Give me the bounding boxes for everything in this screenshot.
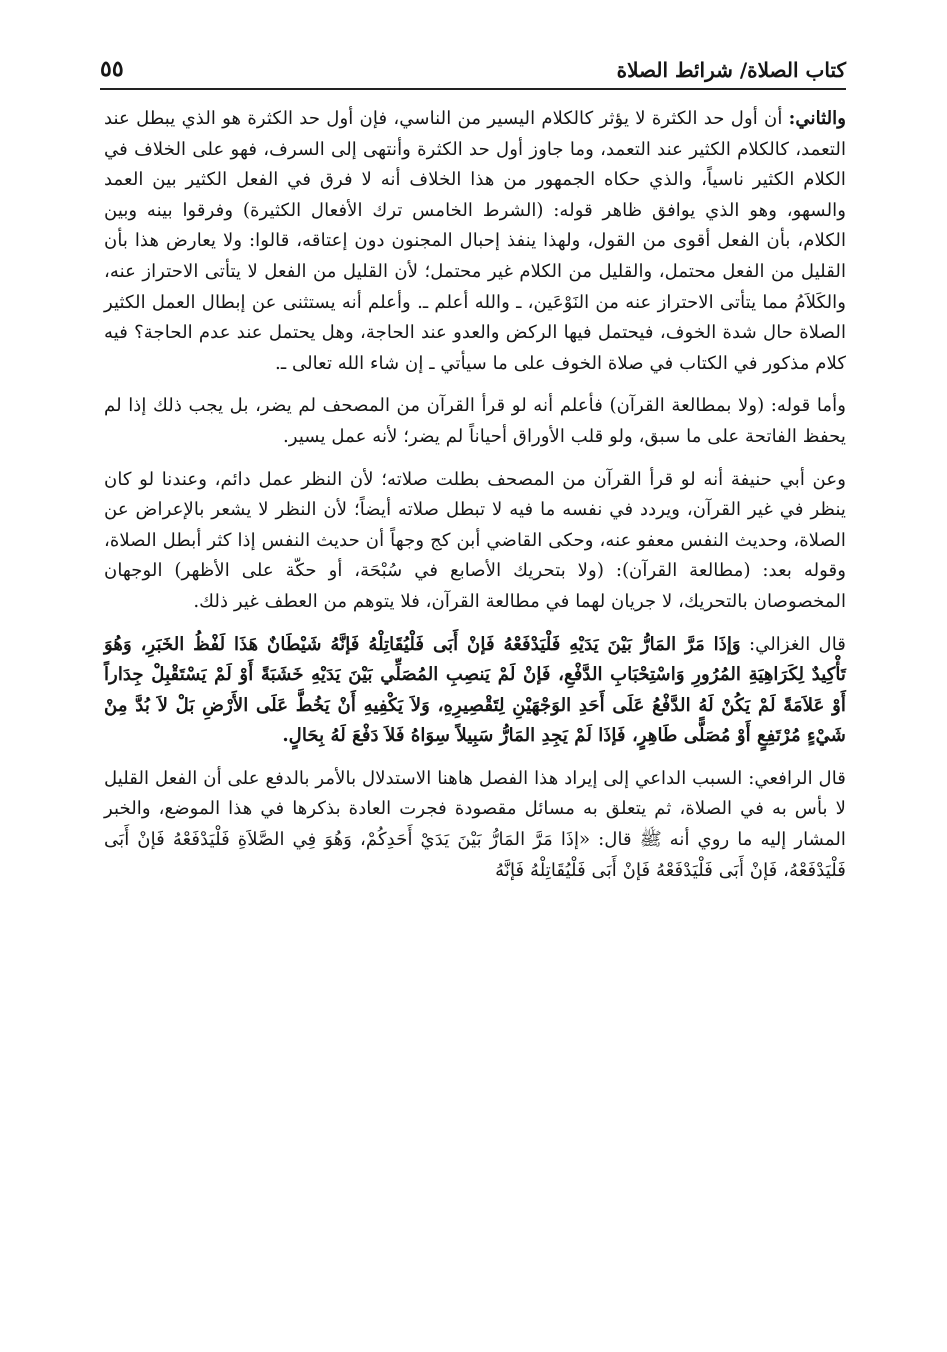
paragraph-lead: والثاني: (788, 108, 846, 129)
header-rule (100, 88, 846, 90)
body-text (104, 104, 846, 886)
page-number: ٥٥ (100, 56, 124, 82)
paragraph-text: وأما قوله: (ولا بمطالعة القرآن) فأعلم أنه لو قرأ القرآن من المصحف لم يضر، بل يجب ذلك إذا لم يحفظ الفاتحة على ما سبق، ولو قلب الأوراق أحياناً لم يضر؛ لأنه عمل يسير. (104, 395, 846, 447)
running-header (100, 46, 846, 82)
running-title: كتاب الصلاة/ شرائط الصلاة (616, 58, 846, 82)
paragraph-text: أن أول حد الكثرة لا يؤثر كالكلام اليسير من الناسي، فإن أول حد الكثرة هو الذي يبطل عند التعمد، كالكلام الكثير عند التعمد، وما جاوز أول حد الكثرة وأنتهى إلى السرف، فهو على الخلاف في الكلام الكثير ناسياً، والذي حكاه الجمهور من هذا الخلاف أنه لا فرق في الفعل الكثير بين العمد والسهو، وهو الذي يوافق ظاهر قوله: (الشرط الخامس ترك الأفعال الكثيرة) وفرقوا بينه وبين الكلام، بأن الفعل أقوى من القول، ولهذا ينفذ إحبال المجنون دون إعتاقه، قالوا: ولا يعارض هذا بأن القليل من الفعل محتمل، والقليل من الكلام غير محتمل؛ لأن القليل من الفعل لا يتأتى الاحتراز عنه، والكَلاَمُ مما يتأتى الاحتراز عنه من النَوْعَين، ـ والله أعلم ـ. وأعلم أنه يستثنى عن إبطال العمل الكثير الصلاة حال شدة الخوف، فيحتمل فيها الركض والعدو عند الحاجة، وهل يحتمل عند عدم الحاجة؟ فيه كلام مذكور في الكتاب في صلاة الخوف على ما سيأتي ـ إن شاء الله تعالى ـ. (104, 108, 846, 374)
ghazali-quote: وَإذَا مَرَّ المَارُّ بَيْنَ يَدَيْهِ فَلْيَدْفَعْهُ فَإنْ أَبَى فَلْيُقَاتِلْهُ فَإنَّهُ شَيْطَانٌ هَذَا لَفْظُ الخَبَرِ، وَهُوَ تَأْكِيدٌ لِكَرَاهِيَةِ المُرُورِ وَاسْتِحْبَابِ الدَّفْعِ، فَإنْ لَمْ يَنصِبِ المُصَلِّي بَيْنَ يَدَيْهِ خَشَبَةً أَوْ لَمْ يَسْتَقْبِلْ جِدَاراً أَوْ عَلاَمَةً لَمْ يَكُنْ لَهُ الدَّفْعُ عَلَى أَحَدِ الوَجْهَيْنِ لِتَقْصِيرِهِ، وَلاَ يَكْفِيهِ أَنْ يَخُطَّ عَلَى الأَرْضِ بَلْ لاَ بُدَّ مِنْ شَيْءٍ مُرْتَفِعٍ أَوْ مُصَلًّى طَاهِرٍ، فَإذَا لَمْ يَجِدِ المَارُّ سَبِيلاً سِوَاهُ فَلاَ دَفْعَ لَهُ بِحَالٍ. (104, 633, 846, 747)
paragraph-2 (104, 391, 846, 452)
paragraph-1 (104, 104, 846, 379)
paragraph-5-rafii (104, 764, 846, 886)
paragraph-lead: قال الغزالي: (740, 633, 846, 655)
paragraph-3 (104, 465, 846, 618)
paragraph-text: وعن أبي حنيفة أنه لو قرأ القرآن من المصحف بطلت صلاته؛ لأن النظر عمل دائم، وعندنا لو كان ينظر في غير القرآن، ويردد في نفسه ما فيه لا تبطل صلاته أيضاً؛ لأن النظر لا يشعر بالإعراض عن الصلاة، وحديث النفس معفو عنه، وحكى القاضي أبن كج وجهاً أن حديث النفس إذا كثر أبطل الصلاة، وقوله بعد: (مطالعة القرآن): (ولا بتحريك الأصابع في سُبْحَة، أو حكّة على الأظهر) الوجهان المخصوصان بالتحريك، لا جريان لهما في مطالعة القرآن، فلا يتوهم من العطف غير ذلك. (104, 468, 846, 612)
paragraph-4-ghazali (104, 630, 846, 752)
paragraph-text: قال الرافعي: السبب الداعي إلى إيراد هذا الفصل هاهنا الاستدلال بالأمر بالدفع على أن الفعل القليل لا بأس به في الصلاة، ثم يتعلق به مسائل مقصودة فجرت العادة بذكرها في هذا الموضع، والخبر المشار إليه ما روي أنه ﷺ قال: «إذَا مَرَّ المَارُّ بَيْنَ يَدَيْ أَحَدِكُمْ، وَهُوَ فِي الصَّلاَةِ فَلْيَدْفَعْهُ فَإنْ أَبَى فَلْيَدْفَعْهُ، فَإنْ أَبَى فَلْيَدْفَعْهُ فَإنْ أَبَى فَلْيُقَاتِلْهُ فَإنَّهُ (104, 767, 846, 881)
